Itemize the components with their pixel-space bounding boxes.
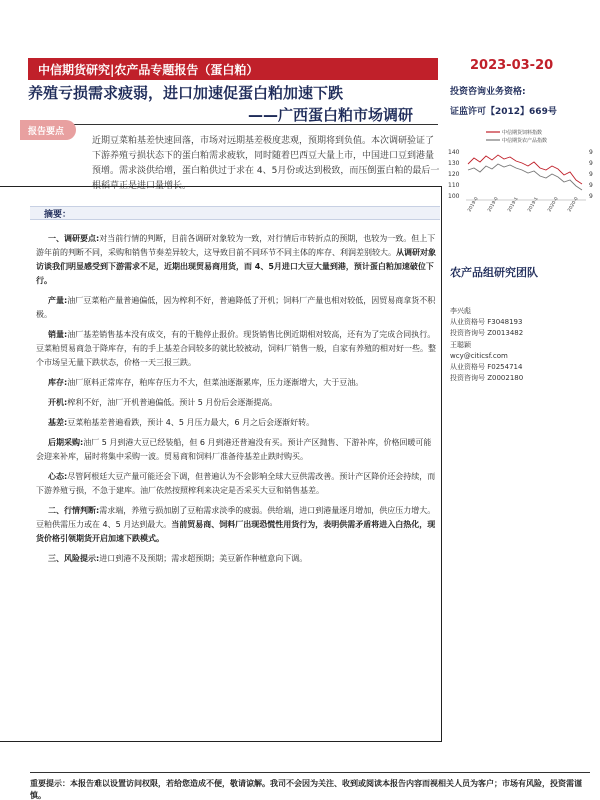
y-tick-right: 9: [589, 182, 593, 189]
analyst-cert: 投资咨询号 Z0002180: [450, 374, 524, 382]
y-axis-left: [448, 149, 460, 200]
abstract-body: [36, 232, 436, 572]
summary-tag: [20, 120, 76, 140]
series-agri-line: [468, 164, 582, 190]
x-tick: 2019-0: [467, 196, 480, 213]
analyst-card: [450, 340, 523, 384]
analyst-card: [450, 306, 523, 339]
paragraph-inventory: 库存:油厂原料正常库存，粕库存压力不大，但菜油逐渐累库，压力逐渐增大，大于豆油。: [48, 378, 364, 387]
series-feed-line: [468, 155, 582, 184]
y-tick-right: 9: [589, 160, 593, 167]
x-tick: 2020-0: [547, 196, 560, 213]
paragraph-key-points: 一、调研要点:对当前行情的判断，目前各调研对象较为一致，对行情后市转折点的预期，也较为一致。但上下游年前的判断不同，采购和销售节奏差异较大，这导致目前不同环节不同主体的库存、利润差别较大。从调研对象访谈我们明显感受到下游需求不足，近期出现贸易商用货，而 4、5月进口大豆大量到港，预计蛋白粕加速破位下行。: [36, 234, 436, 285]
x-tick: 2019-0: [487, 196, 500, 213]
y-tick-right: 9: [589, 149, 593, 156]
title-rule: [28, 124, 438, 125]
index-chart: [448, 120, 596, 216]
analyst-name: 李兴彪: [450, 307, 471, 315]
chart-legend: [486, 129, 547, 144]
paragraph-purchasing: 后期采购:油厂 5 月到港大豆已经装船，但 6 月到港还普遍没有买。预计产区抛售、下游补库，价格回暖可能会迎来补库，届时将集中采购一波。贸易商和饲料厂准备待基差止跌时购买。: [36, 438, 432, 461]
summary-tag-label: 报告要点: [28, 127, 65, 137]
y-tick: 100: [448, 193, 460, 200]
paragraph-sales: 销量:油厂基差销售基本没有成交，有的干脆停止报价。现货销售比例近期相对较高，还有为了完成合同执行。豆菜粕贸易商急于降库存，有的手上基差合同较多的就比较被动，饲料厂销售一般，自家有养殖的相对好一些。整个市场呈无量下跌状态，价格一天三报三跌。: [36, 330, 436, 367]
report-title: 养殖亏损需求疲弱，进口加速促蛋白粕加速下跌: [28, 84, 344, 102]
qualification-label: 投资咨询业务资格:: [450, 87, 526, 97]
legend-agri-label: 中信期货农产品指数: [502, 138, 548, 144]
analyst-cert: 从业资格号 F3048193: [450, 318, 523, 326]
x-tick: 2019-1: [507, 196, 520, 213]
report-subtitle: ——广西蛋白粕市场调研: [248, 106, 414, 124]
paragraph-sentiment: 心态:尽管阿根廷大豆产量可能还会下调，但普遍认为不会影响全球大豆供需改善。预计产区降价还会持续，而下游养殖亏损，不急于建库。油厂依然按照榨利来决定是否采买大豆和销售基差。: [36, 472, 436, 495]
y-tick: 110: [448, 182, 460, 189]
y-tick-right: 9: [589, 171, 593, 178]
y-tick: 130: [448, 160, 460, 167]
paragraph-risk: 三、风险提示:进口到港不及预期；需求超预期；美豆新作种植意向下调。: [48, 554, 308, 563]
paragraph-outlook: 二、行情判断:需求端，养殖亏损加剧了豆粕需求淡季的疲弱。供给端，进口到港量逐月增加，供应压力增大。豆粕供需压力或在 4、5 月达到最大。当前贸易商、饲料厂出现恐慌性用货行为，表明供需矛盾将进入白热化，现货价格引领期货开启加速下跌模式。: [36, 506, 436, 543]
legend-feed-label: 中信期货饲料指数: [502, 130, 543, 136]
abstract-header: [30, 206, 440, 220]
report-date: 2023-03-20: [470, 58, 554, 73]
y-tick: 140: [448, 149, 460, 156]
analyst-cert: 从业资格号 F0254714: [450, 363, 523, 371]
y-tick: 120: [448, 171, 460, 178]
x-axis-ticks: [467, 196, 580, 213]
footer-rule: [30, 772, 590, 773]
y-axis-right: [589, 149, 593, 200]
analyst-cert: 投资咨询号 Z0013482: [450, 329, 524, 337]
paragraph-operation: 开机:榨利不好，油厂开机普遍偏低。预计 5 月份后会逐渐提高。: [48, 398, 278, 407]
abstract-label: 摘要：: [44, 210, 72, 220]
banner-text: 中信期货研究|农产品专题报告（蛋白粕）: [38, 63, 259, 77]
x-tick: 2020-0: [567, 196, 580, 213]
summary-text: 近期豆菜粕基差快速回落，市场对远期基差极度悲观，预期将到负值。本次调研验证了下游养殖亏损状态下的蛋白粕需求疲软，同时随着巴西豆大量上市，中国进口豆到港量预增。需求淡供给增，蛋白粕供过于求在 4、5月份或达到极致，而压倒蛋白粕的最后一根稻草正是进口量增长。: [92, 136, 440, 191]
analyst-email: wcy@citicsf.com: [450, 352, 508, 360]
license-number: 证监许可【2012】669号: [450, 107, 557, 117]
y-tick-right: 9: [589, 193, 593, 200]
x-tick: 2019-1: [527, 196, 540, 213]
paragraph-output: 产量:油厂豆菜粕产量普遍偏低，因为榨利不好，普遍降低了开机；饲料厂产量也相对较低，因贸易商拿货不积极。: [36, 296, 436, 319]
analyst-name: 王聪颖: [450, 341, 471, 349]
paragraph-basis: 基差:豆菜粕基差普遍看跌，预计 4、5 月压力最大，6 月之后会逐渐好转。: [48, 418, 315, 427]
team-title: 农产品组研究团队: [450, 266, 538, 279]
report-banner: [28, 58, 438, 80]
disclaimer: 重要提示：本报告难以设置访问权限，若给您造成不便，敬请谅解。我司不会因为关注、收到或阅读本报告内容而视相关人员为客户；市场有风险，投资需谨慎。: [30, 779, 582, 800]
